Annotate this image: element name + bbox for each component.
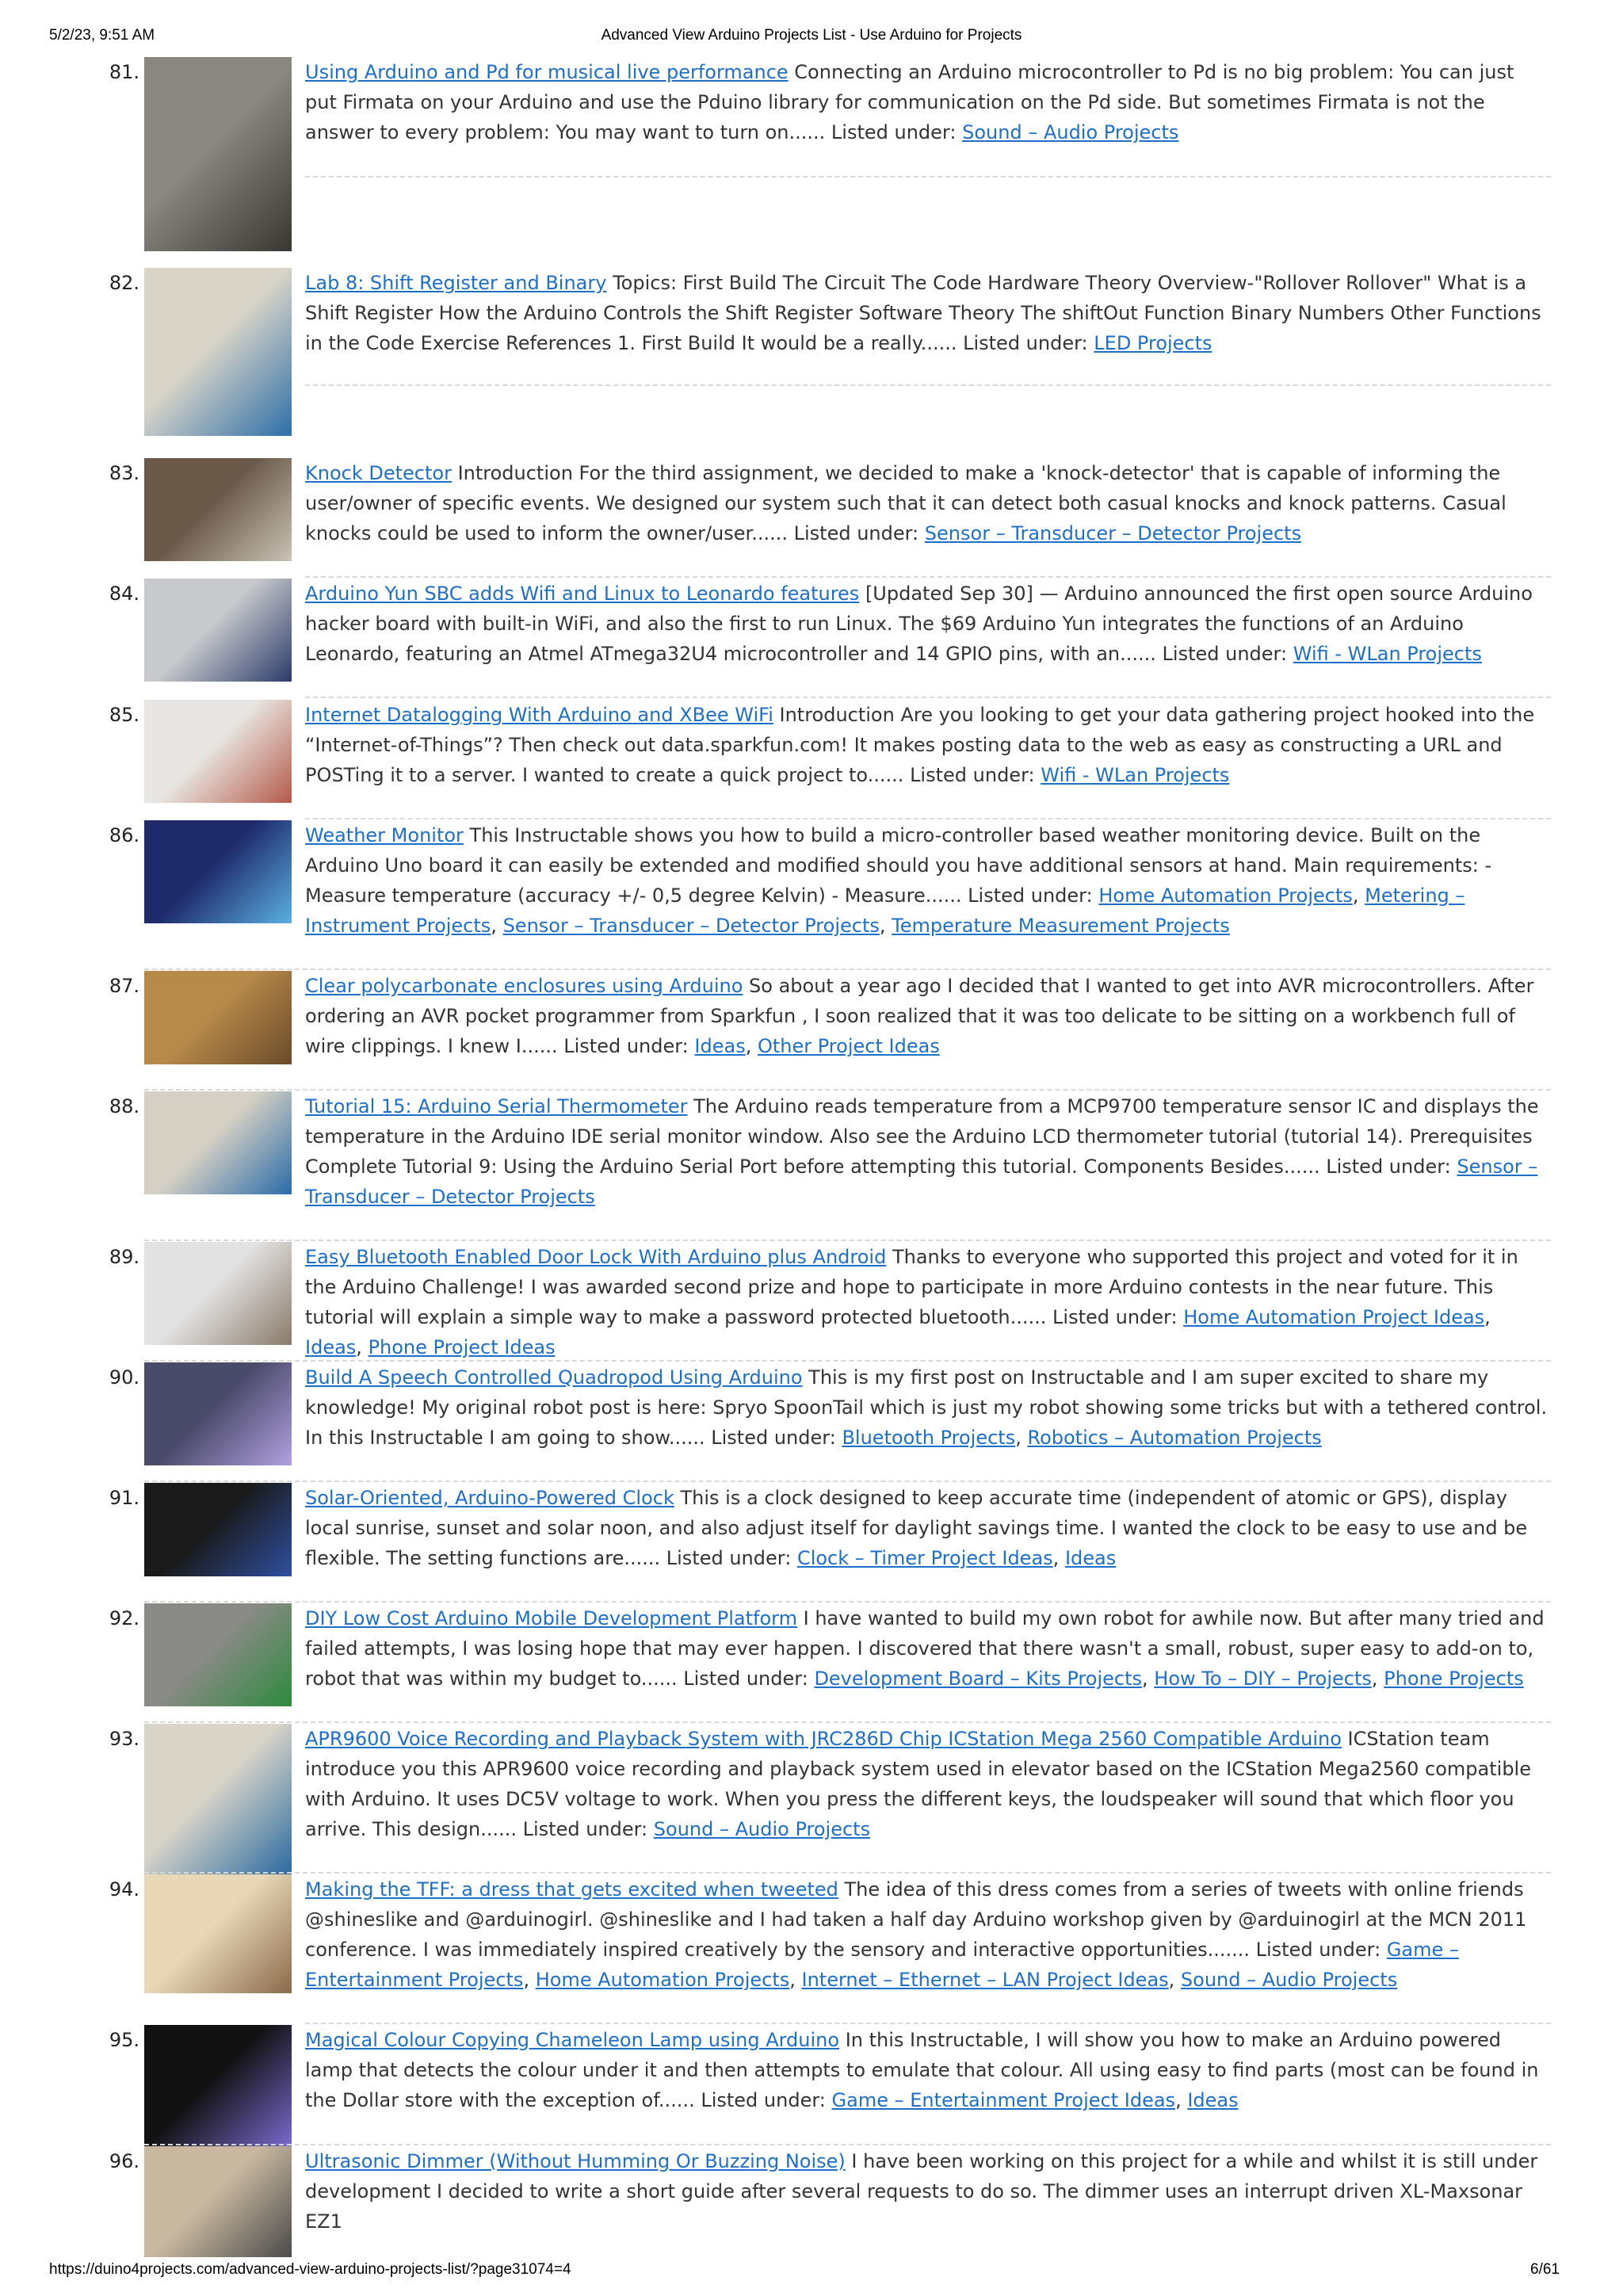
item-number: 81. (109, 61, 139, 83)
item-description: DIY Low Cost Arduino Mobile Development Platform I have wanted to build my own robot for awhile now. But after many tried and failed attempts, I was losing hope that may ever happen. I discovered that there wasn't a small, robust, super easy to add-on to, robot that was within my budget to...... Listed under: Development Board – Kits Projects, How To – DIY – Projects, Phone Projects (305, 1607, 1545, 1690)
project-thumbnail[interactable] (144, 700, 292, 803)
project-title-link[interactable]: Tutorial 15: Arduino Serial Thermometer (305, 1095, 688, 1117)
project-summary: This Instructable shows you how to build a micro-controller based weather monitoring device. Built on the Arduino Uno board it can easily be extended and modified should you have additional sensors at hand. Main requirements: - Measure temperature (accuracy +/- 0,5 degree Kelvin) - Measure...... (305, 824, 1492, 907)
project-title-link[interactable]: Weather Monitor (305, 824, 464, 846)
listed-under-label: Listed under: (968, 884, 1093, 907)
item-number: 82. (109, 272, 139, 294)
category-link[interactable]: Wifi - WLan Projects (1041, 764, 1230, 786)
item-description (305, 579, 1551, 669)
item-description (305, 268, 1551, 358)
item-number: 84. (109, 583, 139, 605)
project-summary: So about a year ago I decided that I wanted to get into AVR microcontrollers. After ordering an AVR pocket programmer from Sparkfun , I soon realized that it was too delicate to be sitting on a workbench full of wire clippings. I knew I...... (305, 975, 1534, 1057)
item-number: 89. (109, 1246, 139, 1268)
entry-divider (305, 176, 1551, 178)
project-thumbnail[interactable] (144, 820, 292, 923)
category-link[interactable]: Sensor – Transducer – Detector Projects (305, 1156, 1538, 1208)
category-link[interactable]: Home Automation Project Ideas (1183, 1306, 1485, 1328)
item-description (305, 458, 1551, 548)
listed-under-label: Listed under: (701, 2089, 826, 2111)
category-link[interactable]: Phone Project Ideas (368, 1336, 556, 1358)
item-number: 96. (109, 2150, 139, 2172)
project-title-link[interactable]: Easy Bluetooth Enabled Door Lock With Arduino plus Android (305, 1246, 887, 1268)
print-header (0, 27, 1623, 51)
item-description (305, 1724, 1551, 1844)
entry-divider (305, 697, 1551, 698)
listed-under-label: Listed under: (1326, 1156, 1451, 1178)
entry-divider (144, 1240, 1551, 1241)
item-description: Easy Bluetooth Enabled Door Lock With Arduino plus Android Thanks to everyone who supported this project and voted for it in the Arduino Challenge! I was awarded second prize and hope to participate in more Arduino contests in the near future. This tutorial will explain a simple way to make a password protected bluetooth...... Listed under: Home Automation Project Ideas, Ideas, Phone Project Ideas (305, 1246, 1518, 1358)
item-number: 90. (109, 1366, 139, 1389)
item-description (305, 1091, 1551, 1212)
project-thumbnail[interactable] (144, 579, 292, 682)
project-summary: The idea of this dress comes from a series of tweets with online friends @shineslike and @arduinogirl. @shineslike and I had taken a half day Arduino workshop given by @arduinogirl at the MCN 2011 conference. I was immediately inspired creatively by the sensory and interactive opportunities....... (305, 1878, 1527, 1961)
category-link[interactable]: Phone Projects (1384, 1668, 1524, 1690)
category-link[interactable]: Wifi - WLan Projects (1293, 643, 1482, 665)
print-footer (0, 2261, 1623, 2285)
project-title-link[interactable]: APR9600 Voice Recording and Playback System with JRC286D Chip ICStation Mega 2560 Compatible Arduino (305, 1728, 1342, 1750)
category-link[interactable]: Bluetooth Projects (842, 1427, 1016, 1449)
project-title-link[interactable]: DIY Low Cost Arduino Mobile Development Platform (305, 1607, 797, 1629)
item-description (305, 2146, 1551, 2237)
project-title-link[interactable]: Build A Speech Controlled Quadropod Using Arduino (305, 1366, 803, 1389)
item-description: Clear polycarbonate enclosures using Arduino So about a year ago I decided that I wanted to get into AVR microcontrollers. After ordering an AVR pocket programmer from Sparkfun , I soon realized that it was too delicate to be sitting on a workbench full of wire clippings. I knew I...... Listed under: Ideas, Other Project Ideas (305, 975, 1534, 1057)
project-summary: This is a clock designed to keep accurate time (independent of atomic or GPS), display local sunrise, sunset and solar noon, and also adjust itself for daylight savings time. I wanted the clock to be easy to use and be flexible. The setting functions are...... (305, 1487, 1528, 1569)
project-summary: Introduction For the third assignment, we decided to make a 'knock-detector' that is capable of informing the user/owner of specific events. We designed our system such that it can detect both casual knocks and knock patterns. Casual knocks could be used to inform the owner/user...... (305, 462, 1507, 544)
category-link[interactable]: Home Automation Projects (535, 1969, 790, 1991)
item-number: 83. (109, 462, 139, 484)
entry-divider (144, 1480, 1551, 1482)
listed-under-label: Listed under: (683, 1668, 808, 1690)
project-summary: I have wanted to build my own robot for awhile now. But after many tried and failed attempts, I was losing hope that may ever happen. I discovered that there wasn't a small, robust, super easy to add-on to, robot that was within my budget to...... (305, 1607, 1545, 1690)
category-link[interactable]: Sensor – Transducer – Detector Projects (924, 522, 1302, 544)
category-link[interactable]: Sound – Audio Projects (653, 1818, 871, 1840)
project-title-link[interactable]: Using Arduino and Pd for musical live performance (305, 61, 789, 83)
category-link[interactable]: Metering – Instrument Projects (305, 884, 1465, 937)
project-thumbnail[interactable] (144, 57, 292, 251)
project-summary: I have been working on this project for a while and whilst it is still under development I decided to write a short guide after several requests to do so. The dimmer uses an interrupt driven XL-Maxsonar EZ1 (305, 2150, 1538, 2233)
item-number: 91. (109, 1487, 139, 1509)
listed-under-label: Listed under: (910, 764, 1035, 786)
entry-divider (305, 384, 1551, 386)
item-description: Weather Monitor This Instructable shows you how to build a micro-controller based weather monitoring device. Built on the Arduino Uno board it can easily be extended and modified should you have additional sensors at hand. Main requirements: - Measure temperature (accuracy +/- 0,5 degree Kelvin) - Measure...... Listed under: Home Automation Projects, Metering – Instrument Projects, Sensor – Transducer – Detector Projects, Temperature Measurement Projects (305, 824, 1492, 937)
item-number: 95. (109, 2029, 139, 2051)
project-summary: Connecting an Arduino microcontroller to Pd is no big problem: You can just put Firmata on your Arduino and use the Pduino library for communication on the Pd side. But sometimes Firmata is not the answer to every problem: You may want to turn on...... (305, 61, 1514, 143)
entry-divider (144, 1721, 1551, 1723)
category-link[interactable]: Ideas (305, 1336, 357, 1358)
item-number: 86. (109, 824, 139, 846)
print-date: 5/2/23, 9:51 AM (49, 27, 155, 44)
item-description (305, 57, 1551, 147)
project-thumbnail[interactable] (144, 1724, 292, 1874)
category-link[interactable]: Sound – Audio Projects (1180, 1969, 1398, 1991)
entry-divider (144, 1601, 1551, 1603)
project-summary: Topics: First Build The Circuit The Code Hardware Theory Overview-"Rollover Rollover" What is a Shift Register How the Arduino Controls the Shift Register Software Theory The shiftOut Function Binary Numbers Other Functions in the Code Exercise References 1. First Build It would be a really...... (305, 272, 1541, 354)
item-number: 87. (109, 975, 139, 997)
document-title: Advanced View Arduino Projects List - Use Arduino for Projects (601, 27, 1022, 44)
project-thumbnail[interactable] (144, 1603, 292, 1706)
listed-under-label: Listed under: (711, 1427, 836, 1449)
item-number: 92. (109, 1607, 139, 1629)
category-link[interactable]: Development Board – Kits Projects (814, 1668, 1142, 1690)
item-description (305, 700, 1551, 790)
category-link[interactable]: Robotics – Automation Projects (1027, 1427, 1322, 1449)
project-thumbnail[interactable] (144, 1874, 292, 1993)
item-description: Solar-Oriented, Arduino-Powered Clock This is a clock designed to keep accurate time (independent of atomic or GPS), display local sunrise, sunset and solar noon, and also adjust itself for daylight savings time. I wanted the clock to be easy to use and be flexible. The setting functions are...... Listed under: Clock – Timer Project Ideas, Ideas (305, 1487, 1528, 1569)
listed-under-label: Listed under: (1052, 1306, 1178, 1328)
project-thumbnail[interactable] (144, 1242, 292, 1345)
project-thumbnail[interactable] (144, 2146, 292, 2257)
entry-divider (144, 1360, 1551, 1362)
project-thumbnail[interactable] (144, 1362, 292, 1465)
project-title-link[interactable]: Solar-Oriented, Arduino-Powered Clock (305, 1487, 674, 1509)
category-link[interactable]: Game – Entertainment Projects (305, 1939, 1459, 1991)
item-number: 93. (109, 1728, 139, 1750)
project-summary: In this Instructable, I will show you how to make an Arduino powered lamp that detects the colour under it and then attempts to emulate that colour. All using easy to find parts (most can be found in the Dollar store with the exception of...... (305, 2029, 1539, 2111)
project-summary: The Arduino reads temperature from a MCP9700 temperature sensor IC and displays the temperature in the Arduino IDE serial monitor window. Also see the Arduino LCD thermometer tutorial (tutorial 14). Prerequisites Complete Tutorial 9: Using the Arduino Serial Port before attempting this tutorial. Components Besides...... (305, 1095, 1539, 1178)
category-link[interactable]: Clock – Timer Project Ideas (796, 1547, 1053, 1569)
project-title-link[interactable]: Ultrasonic Dimmer (Without Humming Or Buzzing Noise) (305, 2150, 846, 2172)
project-thumbnail[interactable] (144, 268, 292, 436)
listed-under-label: Listed under: (793, 522, 919, 544)
listed-under-label: Listed under: (963, 332, 1088, 354)
project-thumbnail[interactable] (144, 1483, 292, 1576)
category-link[interactable]: Game – Entertainment Project Ideas (831, 2089, 1176, 2111)
entry-divider (305, 576, 1551, 578)
project-summary: Introduction Are you looking to get your data gathering project hooked into the “Internet-of-Things”? Then check out data.sparkfun.com! It makes posting data to the web as easy as constructing a URL and POSTing it to a server. I wanted to create a quick project to...... (305, 704, 1535, 786)
category-link[interactable]: Sensor – Transducer – Detector Projects (502, 915, 880, 937)
item-number: 85. (109, 704, 139, 726)
project-summary: ICStation team introduce you this APR9600 voice recording and playback system used in elevator based on the ICStation Mega2560 compatible with Arduino. It uses DC5V voltage to work. When you press the different keys, the loudspeaker will sound that which floor you arrive. This design...... (305, 1728, 1531, 1840)
entry-divider (144, 2144, 1551, 2145)
project-thumbnail[interactable] (144, 971, 292, 1064)
item-description: Build A Speech Controlled Quadropod Using Arduino This is my first post on Instructable and I am super excited to share my knowledge! My original robot post is here: Spryo SpoonTail which is just my robot showing some tricks but with a tethered control. In this Instructable I am going to show...... Listed under: Bluetooth Projects, Robotics – Automation Projects (305, 1366, 1548, 1449)
page-url: https://duino4projects.com/advanced-view-arduino-projects-list/?page31074=4 (49, 2261, 571, 2278)
project-summary: This is my first post on Instructable and I am super excited to share my knowledge! My original robot post is here: Spryo SpoonTail which is just my robot showing some tricks but with a tethered control. In this Instructable I am going to show...... (305, 1366, 1548, 1449)
project-title-link[interactable]: Knock Detector (305, 462, 452, 484)
entry-divider (305, 818, 1551, 819)
category-link[interactable]: Sound – Audio Projects (962, 121, 1179, 143)
category-link[interactable]: Other Project Ideas (757, 1035, 940, 1057)
listed-under-label: Listed under: (831, 121, 957, 143)
entry-divider (305, 2023, 1551, 2024)
category-link[interactable]: LED Projects (1094, 332, 1212, 354)
category-link[interactable]: Ideas (1064, 1547, 1117, 1569)
category-link[interactable]: Internet – Ethernet – LAN Project Ideas (801, 1969, 1169, 1991)
category-link[interactable]: Temperature Measurement Projects (892, 915, 1230, 937)
project-summary: [Updated Sep 30] — Arduino announced the first open source Arduino hacker board with built-in WiFi, and also the first to run Linux. The $69 Arduino Yun integrates the functions of an Arduino Leonardo, featuring an Atmel ATmega32U4 microcontroller and 14 GPIO pins, with an...... (305, 583, 1533, 665)
entry-divider (144, 1089, 1551, 1091)
listed-under-label: Listed under: (1162, 643, 1288, 665)
category-link[interactable]: Ideas (1187, 2089, 1239, 2111)
listed-under-label: Listed under: (522, 1818, 648, 1840)
entry-divider (144, 968, 1551, 970)
project-title-link[interactable]: Arduino Yun SBC adds Wifi and Linux to Leonardo features (305, 583, 860, 605)
project-title-link[interactable]: Making the TFF: a dress that gets excited when tweeted (305, 1878, 838, 1901)
project-summary: Thanks to everyone who supported this project and voted for it in the Arduino Challenge! I was awarded second prize and hope to participate in more Arduino contests in the near future. This tutorial will explain a simple way to make a password protected bluetooth...... (305, 1246, 1518, 1328)
item-number: 88. (109, 1095, 139, 1117)
project-title-link[interactable]: Internet Datalogging With Arduino and XBee WiFi (305, 704, 773, 726)
category-link[interactable]: How To – DIY – Projects (1154, 1668, 1372, 1690)
category-link[interactable]: Ideas (694, 1035, 746, 1057)
item-description: Magical Colour Copying Chameleon Lamp using Arduino In this Instructable, I will show you how to make an Arduino powered lamp that detects the colour under it and then attempts to emulate that colour. All using easy to find parts (most can be found in the Dollar store with the exception of...... Listed under: Game – Entertainment Project Ideas, Ideas (305, 2029, 1539, 2111)
project-thumbnail[interactable] (144, 458, 292, 561)
listed-under-label: Listed under: (666, 1547, 792, 1569)
category-link[interactable]: Home Automation Projects (1098, 884, 1353, 907)
entry-divider (144, 1872, 1551, 1874)
item-description: Making the TFF: a dress that gets excited when tweeted The idea of this dress comes from a series of tweets with online friends @shineslike and @arduinogirl. @shineslike and I had taken a half day Arduino workshop given by @arduinogirl at the MCN 2011 conference. I was immediately inspired creatively by the sensory and interactive opportunities....... Listed under: Game – Entertainment Projects, Home Automation Projects, Internet – Ethernet – LAN Project Ideas, Sound – Audio Projects (305, 1878, 1527, 1991)
listed-under-label: Listed under: (1255, 1939, 1381, 1961)
project-title-link[interactable]: Lab 8: Shift Register and Binary (305, 272, 607, 294)
page-number: 6/61 (1530, 2261, 1560, 2278)
item-number: 94. (109, 1878, 139, 1901)
project-title-link[interactable]: Clear polycarbonate enclosures using Arduino (305, 975, 743, 997)
project-thumbnail[interactable] (144, 1091, 292, 1194)
project-title-link[interactable]: Magical Colour Copying Chameleon Lamp using Arduino (305, 2029, 840, 2051)
listed-under-label: Listed under: (563, 1035, 689, 1057)
project-thumbnail[interactable] (144, 2025, 292, 2148)
